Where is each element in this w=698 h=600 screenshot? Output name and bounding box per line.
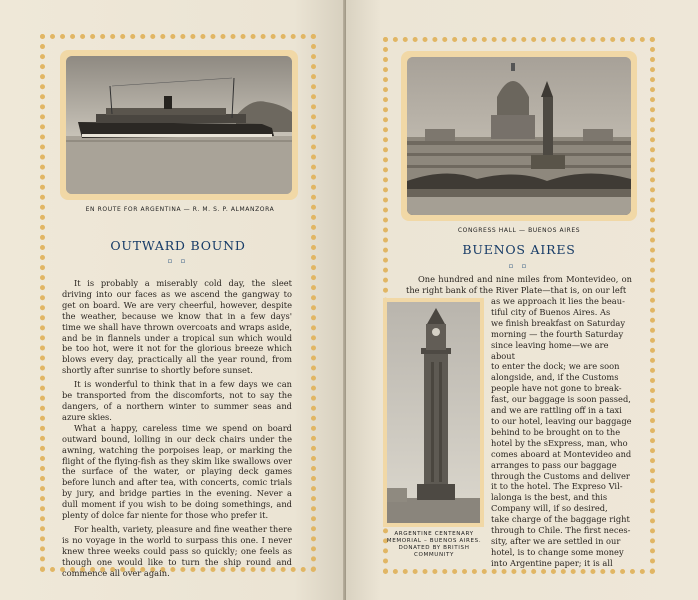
outward-bound-body xyxy=(62,278,292,578)
text-line: sity, after we are settled in our xyxy=(491,535,621,546)
text-line: behind to be brought on to the xyxy=(491,426,621,437)
text-line: fast, our baggage is soon passed, xyxy=(491,394,631,405)
text-line: hotel, is to change some money xyxy=(491,546,624,557)
paragraph: One hundred and nine miles from Montevideo, on the right bank of the River Plate—that is, on our left xyxy=(406,274,632,295)
ship-photo xyxy=(66,56,292,194)
buenos-aires-wrap-text xyxy=(491,296,632,569)
text-line: through to Chile. The first neces- xyxy=(491,525,631,536)
text-line: as we approach it lies the beau- xyxy=(491,296,625,306)
text-line: hotel by the sExpress, man, who xyxy=(491,437,628,448)
text-line: to our hotel, leaving our baggage xyxy=(491,415,632,426)
congress-photo-caption: CONGRESS HALL — BUENOS AIRES xyxy=(457,227,581,234)
tower-photo-caption: ARGENTINE CENTENARY MEMORIAL – BUENOS AIRES. DONATED BY BRITISH COMMUNITY xyxy=(386,531,482,558)
paragraph: For health, variety, pleasure and fine weather there is no voyage in the world to surpass this one. I never knew three weeks could pass so quickly; one feels as though one would like to turn the ship round and commence all over again. xyxy=(62,523,292,578)
text-line: lalonga is the best, and this xyxy=(491,492,608,503)
ship-photo-caption: EN ROUTE FOR ARGENTINA — R. M. S. P. ALMANZORA xyxy=(85,206,275,213)
congress-photo xyxy=(407,57,631,215)
paragraph: It is probably a miserably cold day, the sleet driving into our faces as we ascend the gangway to get on board. We are very cheerful, however, despite the weather, because we know that in a few days' time we shall have thrown overcoats and wraps aside, and be in flannels under a tropical sun which would be too hot, were it not for the glorious breeze which blows every day, practically all the year round, from shortly after sunrise to shortly before sunset. xyxy=(62,278,292,376)
text-line: arranges to pass our baggage xyxy=(491,459,617,470)
text-line: it to the hotel. The Expreso Vil- xyxy=(491,481,623,492)
paragraph: It is wonderful to think that in a few days we can be transported from the discomforts, not to say the dangers, of a northern winter to summer seas and azure skies. xyxy=(62,379,292,422)
tower-photo xyxy=(387,302,480,523)
outward-bound-heading: OUTWARD BOUND xyxy=(110,238,246,253)
buenos-aires-heading: BUENOS AIRES xyxy=(462,242,576,257)
text-line: comes aboard at Montevideo and xyxy=(491,448,632,459)
text-line: Company will, if so desired, xyxy=(491,503,608,514)
text-line: since leaving home—we are about xyxy=(491,339,609,361)
text-line: morning — the fourth Saturday xyxy=(491,328,624,339)
text-line: and we are rattling off in a taxi xyxy=(491,405,622,416)
text-line: through the Customs and deliver xyxy=(491,470,630,481)
text-line: we finish breakfast on Saturday xyxy=(491,317,626,328)
left-ornament: ▫ ▫ xyxy=(167,257,189,265)
text-line: alongside, and, if the Customs xyxy=(491,372,619,383)
buenos-aires-intro xyxy=(406,274,632,296)
text-line: into Argentine paper; it is all xyxy=(491,557,613,568)
right-ornament: ▫ ▫ xyxy=(508,262,530,270)
text-line: take charge of the baggage right xyxy=(491,514,630,525)
paragraph: What a happy, careless time we spend on board outward bound, lolling in our deck chairs under the awning, watching the porpoises leap, or marking the flight of the flying-fish as they skim like swallows over the surface of the water, or playing deck games before lunch and after tea, with concerts, comic trials by jury, and bridge parties in the evening. Never a dull moment if you wish to be doing somethings, and plenty of dolce far niente for those who prefer it. xyxy=(62,422,292,521)
text-line: to enter the dock; we are soon xyxy=(491,361,620,372)
text-line: people have not gone to break- xyxy=(491,383,622,394)
text-line: tiful city of Buenos Aires. As xyxy=(491,306,611,317)
